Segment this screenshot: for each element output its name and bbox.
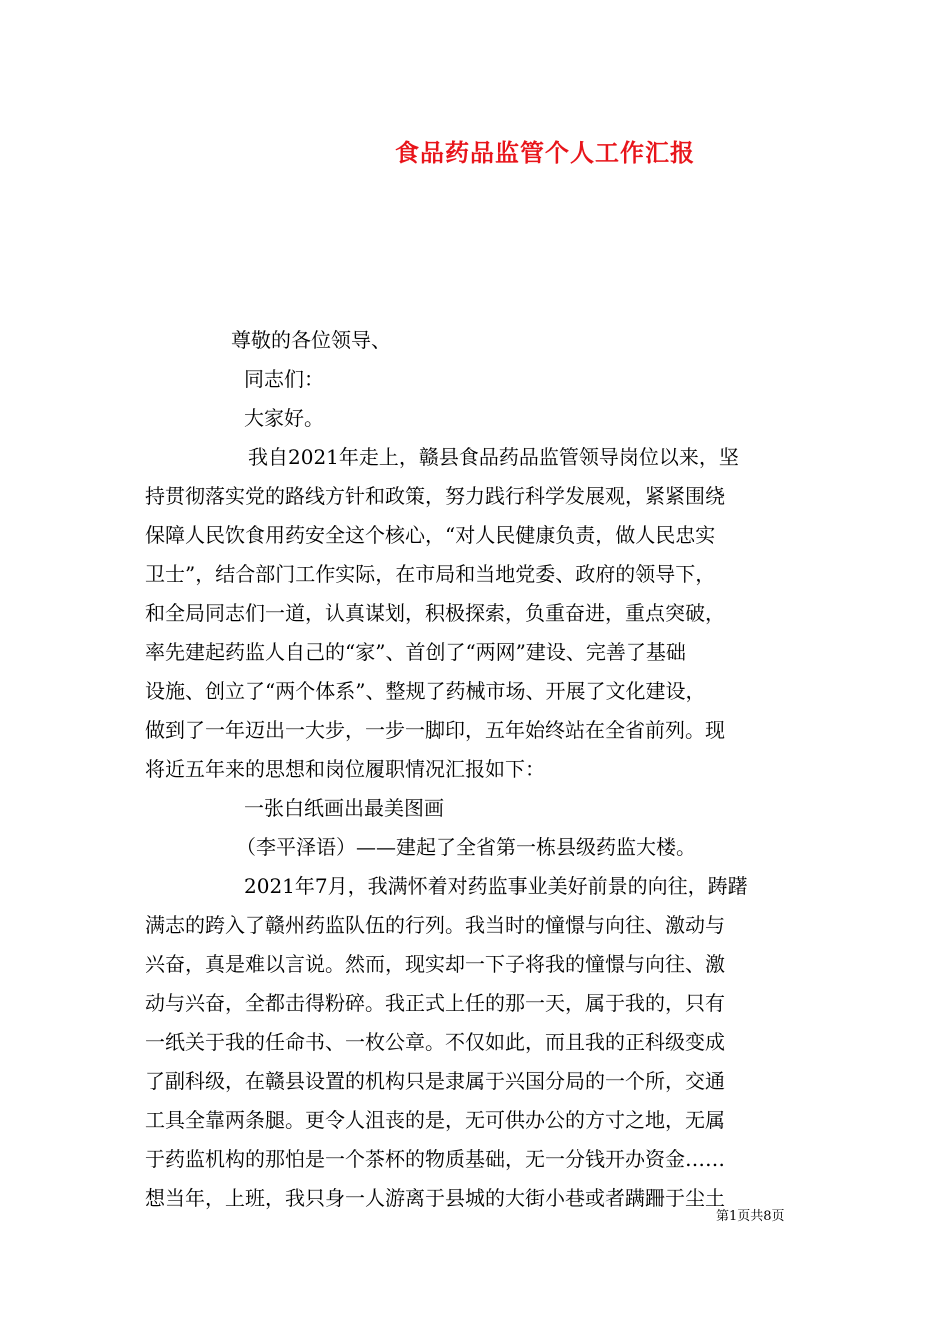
text-line: 动与兴奋，全都击得粉碎。我正式上任的那一天，属于我的，只有	[145, 991, 725, 1015]
text-line: 了副科级，在赣县设置的机构只是隶属于兴国分局的一个所，交通	[145, 1069, 725, 1093]
document-title: 食品药品监管个人工作汇报	[395, 138, 695, 167]
text-line: 一纸关于我的任命书、一枚公章。不仅如此，而且我的正科级变成	[145, 1030, 725, 1054]
text-line: 和全局同志们一道，认真谋划，积极探索，负重奋进，重点突破，	[145, 601, 725, 625]
text-line: 同志们：	[244, 367, 324, 391]
text-line: 卫士”，结合部门工作实际，在市局和当地党委、政府的领导下，	[145, 562, 716, 586]
text-line: 我自2021年走上，赣县食品药品监管领导岗位以来，坚	[248, 445, 739, 469]
text-line: 将近五年来的思想和岗位履职情况汇报如下：	[145, 757, 545, 781]
text-line: 2021年7月，我满怀着对药监事业美好前景的向往，踌躇	[244, 874, 748, 898]
text-line: 保障人民饮食用药安全这个核心，“对人民健康负责，做人民忠实	[145, 523, 716, 547]
text-line: 工具全靠两条腿。更令人沮丧的是，无可供办公的方寸之地，无属	[145, 1108, 725, 1132]
text-line: 持贯彻落实党的路线方针和政策，努力践行科学发展观，紧紧围绕	[145, 484, 725, 508]
text-line: 设施、创立了“两个体系”、整规了药械市场、开展了文化建设，	[145, 679, 706, 703]
text-line: 于药监机构的那怕是一个茶杯的物质基础，无一分钱开办资金……	[145, 1147, 725, 1171]
text-line: 率先建起药监人自己的“家”、首创了“两网”建设、完善了基础	[145, 640, 686, 664]
page-number: 第1页共8页	[716, 1209, 785, 1224]
text-line: （李平泽语）——建起了全省第一栋县级药监大楼。	[236, 835, 696, 859]
text-line: 满志的跨入了赣州药监队伍的行列。我当时的憧憬与向往、激动与	[145, 913, 725, 937]
text-line: 想当年，上班，我只身一人游离于县城的大街小巷或者蹒跚于尘土	[145, 1186, 725, 1210]
text-line: 尊敬的各位领导、	[231, 328, 391, 352]
text-line: 做到了一年迈出一大步，一步一脚印，五年始终站在全省前列。现	[145, 718, 725, 742]
text-line: 一张白纸画出最美图画	[244, 796, 444, 820]
text-line: 兴奋，真是难以言说。然而，现实却一下子将我的憧憬与向往、激	[145, 952, 725, 976]
text-line: 大家好。	[244, 406, 324, 430]
